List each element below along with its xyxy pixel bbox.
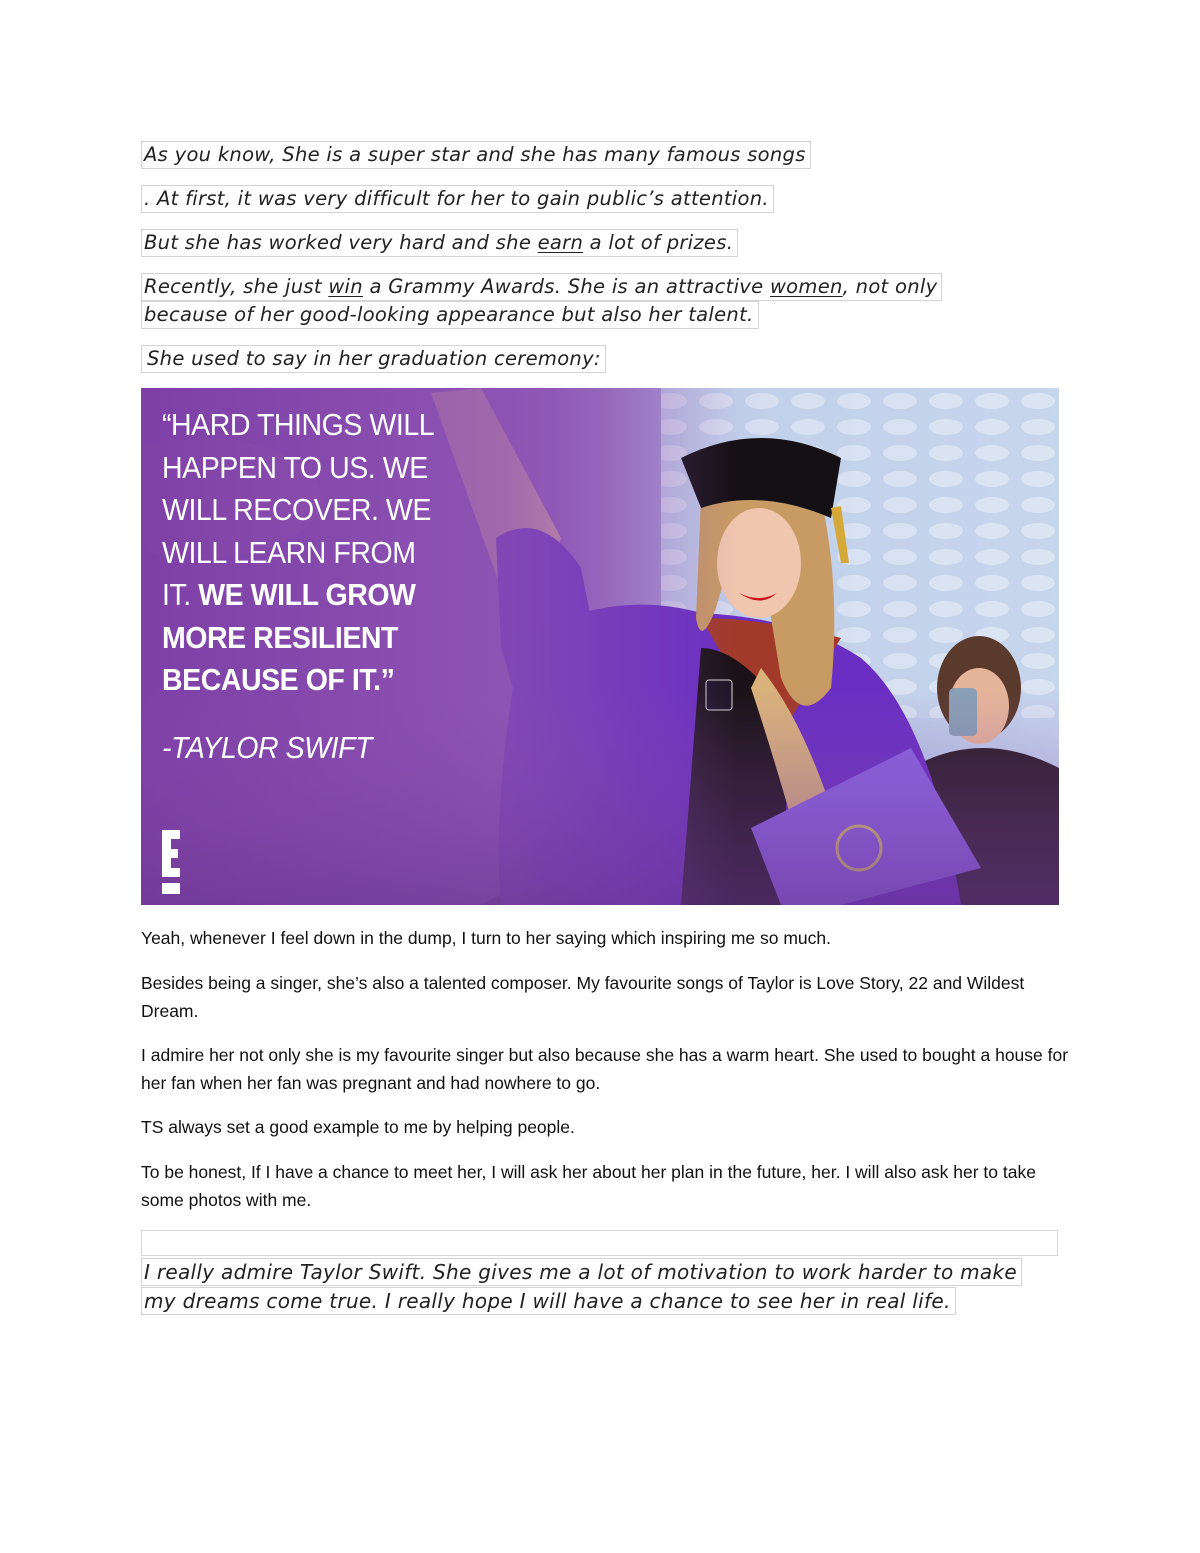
- e-logo: [160, 830, 182, 896]
- talent-text: because of her good-looking appearance but also her talent.: [141, 301, 759, 329]
- earn-word: earn: [537, 231, 584, 254]
- ceremony-line: [141, 345, 606, 373]
- prizes-text: But she has worked very hard and she earn a lot of prizes.: [141, 229, 738, 257]
- quote-line-2: HAPPEN TO US. WE: [162, 449, 428, 485]
- body-paragraph-5: To be honest, If I have a chance to meet her, I will ask her about her plan in the future, her. I will also ask her to take some photos with me.: [141, 1162, 1036, 1210]
- win-word: win: [328, 275, 363, 298]
- quote-author: -TAYLOR SWIFT: [162, 730, 373, 765]
- closing-text-2: my dreams come true. I really hope I will have a chance to see her in real life.: [141, 1287, 956, 1315]
- body-paragraph-1: Yeah, whenever I feel down in the dump, I turn to her saying which inspiring me so much.: [141, 928, 832, 948]
- closing-line-2: [141, 1287, 956, 1316]
- talent-line: [141, 301, 759, 329]
- grammy-line: [141, 273, 942, 301]
- women-word: women: [769, 275, 843, 298]
- quote-line-4: WILL LEARN FROM: [162, 534, 416, 570]
- quote-line-5: IT. WE WILL GROW: [162, 577, 416, 612]
- body-paragraph-4: TS always set a good example to me by helping people.: [141, 1117, 575, 1137]
- intro-text: As you know, She is a super star and she has many famous songs: [141, 141, 811, 169]
- quote-line-3: WILL RECOVER. WE: [162, 492, 431, 527]
- difficulty-line: [141, 185, 774, 213]
- quote-line-7: BECAUSE OF IT.”: [162, 662, 395, 697]
- empty-text-box: [141, 1230, 1058, 1256]
- intro-line: [141, 141, 811, 169]
- prizes-line: [141, 229, 738, 257]
- quote-photo: [141, 388, 1059, 905]
- closing-line-1: [141, 1258, 1022, 1287]
- grammy-text: Recently, she just win a Grammy Awards. She is an attractive women, not only: [141, 273, 942, 301]
- quote-text: [162, 404, 456, 702]
- closing-text-1: I really admire Taylor Swift. She gives me a lot of motivation to work harder to make: [141, 1258, 1022, 1286]
- body-paragraph-3: I admire her not only she is my favourite singer but also because she has a warm heart. She used to bought a house for her fan when her fan was pregnant and had nowhere to go.: [141, 1045, 1069, 1093]
- body-paragraph-2: Besides being a singer, she’s also a talented composer. My favourite songs of Taylor is Love Story, 22 and Wildest Dream.: [141, 973, 1025, 1021]
- quote-line-1: “HARD THINGS WILL: [162, 407, 435, 442]
- ceremony-text: She used to say in her graduation ceremony:: [141, 345, 606, 373]
- quote-line-6: MORE RESILIENT: [162, 619, 398, 655]
- difficulty-text: . At first, it was very difficult for her to gain public’s attention.: [141, 185, 774, 213]
